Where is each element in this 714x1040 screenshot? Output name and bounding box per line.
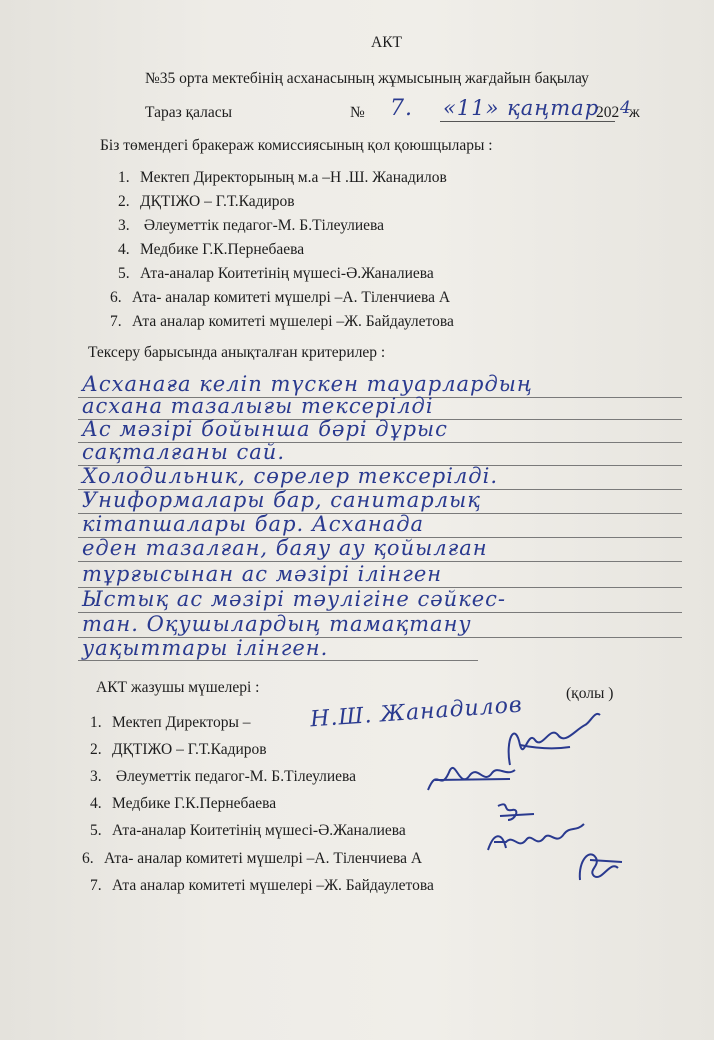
handwritten-line: Ас мәзірі бойынша бәрі дұрыс: [82, 417, 448, 441]
intro-text: Біз төмендегі бракераж комиссиясының қол қоюшцылары :: [100, 137, 493, 154]
doc-title: АКТ: [371, 34, 402, 51]
commission-item: 5. Ата-аналар Коитетінің мүшесі-Ә.Жаналиева: [118, 265, 434, 282]
handwritten-line: тан. Оқушылардың тамақтану: [82, 612, 472, 636]
signer-item: 4. Медбике Г.К.Пернебаева: [90, 795, 277, 812]
handwritten-line: Холодильник, сөрелер тексерілді.: [82, 464, 498, 488]
handwritten-line: Асханаға келіп түскен тауарлардың: [82, 372, 533, 396]
year-prefix: 202: [596, 104, 620, 121]
handwritten-line: тұрғысынан ас мәзірі ілінген: [82, 562, 443, 586]
signer-item: 6. Ата- аналар комитеті мүшелрі –А. Тіленчиева А: [82, 850, 423, 867]
handwritten-line: уақыттары ілінген.: [82, 636, 329, 660]
handwritten-line: еден тазалған, баяу ау қойылған: [82, 536, 488, 560]
doc-subtitle: №35 орта мектебінің асханасының жұмысының жағдайын бақылау: [145, 70, 589, 87]
signer-item: 1. Мектеп Директоры –: [90, 714, 251, 731]
signers-heading: АКТ жазушы мүшелері :: [96, 679, 260, 696]
handwritten-line: кітапшалары бар. Асханада: [82, 512, 425, 536]
year-unit: ж: [629, 104, 640, 121]
commission-item: 6. Ата- аналар комитеті мүшелрі –А. Тіленчиева А: [110, 289, 451, 306]
number-value: 7.: [390, 96, 413, 121]
signer-item: 3. Әлеуметтік педагог-М. Б.Тілеулиева: [90, 768, 357, 785]
criteria-heading: Тексеру барысында анықталған критерилер :: [88, 344, 386, 361]
date-underline: [440, 121, 615, 122]
signer-item: 2. ДҚТІЖО – Г.Т.Кадиров: [90, 741, 267, 758]
number-label: №: [350, 104, 365, 121]
handwritten-line: Ыстық ас мәзірі тәулігіне сәйкес-: [82, 587, 507, 611]
commission-item: 1. Мектеп Директорының м.а –Н .Ш. Жанадилов: [118, 169, 447, 186]
handwritten-line: асхана тазалығы тексерілді: [82, 394, 434, 418]
year-suffix: 4: [620, 98, 632, 118]
signer-item: 7. Ата аналар комитеті мүшелері –Ж. Байдаулетова: [90, 877, 434, 894]
commission-item: 2. ДҚТІЖО – Г.Т.Кадиров: [118, 193, 295, 210]
date-handwritten: «11» қаңтар: [443, 96, 600, 120]
signature-tileulieva-icon: [420, 755, 520, 800]
signer-item: 5. Ата-аналар Коитетінің мүшесі-Ә.Жаналиева: [90, 822, 406, 839]
city-label: Тараз қаласы: [145, 104, 233, 121]
signature-tilenchieva-icon: [570, 840, 630, 885]
commission-item: 7. Ата аналар комитеті мүшелері –Ж. Байдаулетова: [110, 313, 454, 330]
handwritten-line: сақталғаны сай.: [82, 440, 286, 464]
commission-item: 4. Медбике Г.К.Пернебаева: [118, 241, 305, 258]
commission-item: 3. Әлеуметтік педагог-М. Б.Тілеулиева: [118, 217, 385, 234]
director-signature-name: Н.Ш. Жанадилов: [309, 692, 524, 733]
signature-column-label: (қолы ): [566, 685, 614, 702]
handwritten-line: Униформалары бар, санитарлық: [82, 488, 481, 512]
